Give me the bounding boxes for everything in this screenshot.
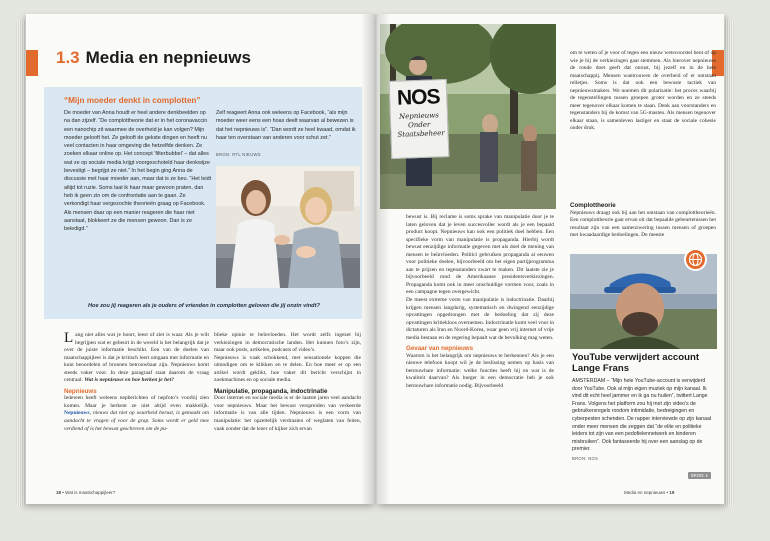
- nepnieuws-text-b: , nieuws dat niet op waarheid berust, is gemaakt om aandacht te vragen of voor de grap. Soms wordt er geld mee verdiend of is het bewust geschreven om de pu-: [64, 410, 209, 432]
- keyword-nepnieuws: Nepnieuws: [64, 410, 90, 417]
- sidebar-source-badge: BRON: 4: [688, 472, 711, 479]
- sidebar-body: AMSTERDAM – “Mijn hele YouTube-account is verwijderd door YouTube. Ook al mijn eigen muziek op mijn kanaal. Ik vind dit echt heel jammer en ik ga nu huilen”, twittert Lange Frans. Volgens het platform zou hij met zijn video’s de gebruikersregels rondom intimidatie, bedreigingen en cyberpesten schenden. De rapper interviewde op zijn kanaal onder meer mensen die zeggen dat “de elite en politieke leiders tot zijn van een pedofielennetwerk en kinderen misbruiken”. Ook fantaseerde hij over een aanslag op de premier.: [572, 378, 711, 453]
- right-column-main: [406, 214, 554, 484]
- case-text-column-1: De moeder van Anna houdt er heel andere denkbeelden op na dan zijzelf. “De complottheorie dat er in het coronavaccin een nanochip zit waarmee de overheid je kan volgen? Mijn moeder gelooft het. Ze gelooft de gekste dingen en heeft nu veel contacten in haar omgeving die hetzelfde denken. Ze zoeken elkaar online op. Het concept ‘filterbubbel’ – dat alles wat ze op sociale media krijgt voorgeschoteld haar denkwijze bevestigt – begrijpt ze niet.” In het begin ging Anna de discussie met haar moeder aan, maar dat is ze beu. “Het leidt altijd tot ruzie. Soms laat ik haar maar gewoon praten, dan heb ik geen zin om de confrontatie aan te gaan. Ze verkondigt haar vergezochte theorieën graag op Facebook. Als mensen daar op een manier reageren die haar niet aanstaat, blokkeert ze die mensen gewoon. Dan is ze beledigd.”: [64, 110, 212, 233]
- intro-text: ang niet alles wat je hoort, leest of ziet is waar. Als je wilt begrijpen wat er gebeurt in de wereld is het belangrijk dat je over de juiste informatie beschikt. Een van de doelen van maatschappijleer is dat je kritisch leert omgaan met informatie en kunt beoordelen of bronnen betrouwbaar zijn. Nepnieuws komt steeds vaker voor. In deze paragraaf staat daarom de vraag centraal:: [64, 332, 209, 384]
- left-footer: 18 • Wat is maatschappijleer?: [56, 490, 116, 495]
- subheading-nepnieuws: Nepnieuws: [64, 387, 97, 395]
- sidebar-title: YouTube verwijdert account Lange Frans: [572, 352, 700, 374]
- chapter-title-text: Media en nepnieuws: [85, 48, 251, 67]
- left-footer-section: Wat is maatschappijleer?: [65, 490, 116, 495]
- subheading-manipulatie: Manipulatie, propaganda, indoctrinatie: [214, 387, 328, 395]
- indoctrination-text: De meest extreme vorm van manipulatie is indoctrinatie. Daarbij krijgen mensen langdurig, systematisch en dwingend eenzijdige opvattingen opgedrongen met de bedoeling dat zij deze opvattingen kritiekloos overnemen. Indoctrinatie komt veel voor in dictaturen als Iran en Noord-Korea, waar geen vrij internet of vrije media bestaan en de regering bepaalt wat de bevolking mag weten.: [406, 297, 554, 341]
- sidebar-source: BRON: NOS: [572, 455, 599, 461]
- nos-protest-photo: [380, 24, 556, 209]
- mother-daughter-photo: [216, 166, 360, 288]
- right-page-number: 19: [669, 490, 675, 495]
- gevaar-text: Waarom is het belangrijk om nepnieuws te herkennen? Als je een nieuwe telefoon koopt wil je de beslissing nemen op basis van betrouwbare informatie: welke functies heeft hij en wat is de kwaliteit daarvan? Als burger in een democratie heb je ook betrouwbare informatie nodig. Bijvoorbeeld: [406, 352, 554, 390]
- nos-sign-title: NOS: [396, 85, 440, 110]
- case-text-column-2: Zelf reageert Anna ook weleens op Facebook, “als mijn moeder weer eens een hoax deelt waarvan al bewezen is dat het nepnieuws is”. “Dan wordt ze heel kwaad, omdat ik haar ten overstaan van anderen voor schut zet.”: [216, 110, 356, 141]
- chapter-tab-marker: [26, 50, 38, 76]
- body-column-1: [64, 332, 209, 492]
- intro-question: Wat is nepnieuws en hoe herken je het?: [84, 377, 174, 384]
- right-page: [376, 14, 724, 504]
- sidebar-text: [572, 378, 717, 472]
- column2-text-a: blieke opinie te beïnvloeden. Het wordt zelfs ingezet bij verkiezingen in democratische landen. Het kunnen foto’s zijn, maar ook posts, artikelen, podcasts of video’s.: [214, 332, 361, 354]
- photo-illustration: [216, 166, 360, 288]
- column2-text-b: Nepnieuws is vaak schokkend, met sensationele koppen die uitnodigen om te klikken en te delen. En hoe meer er op een artikel wordt geklikt, hoe vaker dit bericht verschijnt in zoekmachines en op sociale media.: [214, 354, 361, 384]
- right-footer-section: Media en nepnieuws: [624, 490, 666, 495]
- polarisation-text: om te weten of je voor of tegen een nieuw wetsvoorstel bent of op wie je bij de verkiezingen gaat stemmen. Als hierover nepnieuws de ronde doet geeft dat onrust, bij jezelf en in de hele maatschappij. Mensen wantrouwen de overheid of er ontstaan relletjes. Soms is dat ook een bewuste tactiek van nepnieuwsmakers. We noemen dit polarisatie: het proces waarbij de tegenstellingen tussen groepen groter worden en ze steeds meer tegenover elkaar komen te staan. Denk aan voorstanders en tegenstanders bij de komst van 5G-masten. Als mensen tegenover elkaar staan, is samenleven lastiger en staat de sociale cohesie onder druk.: [570, 50, 716, 132]
- subheading-complottheorie: Complottheorie: [570, 202, 616, 209]
- right-column-top: [570, 50, 716, 202]
- case-title: “Mijn moeder denkt in complotten”: [64, 96, 201, 105]
- case-source: BRON: RTL NIEUWS: [216, 152, 261, 157]
- chapter-number: 1.3: [56, 48, 80, 67]
- case-question: Hoe zou jij reageren als je ouders of vrienden in complotten geloven die jij onzin vindt?: [88, 303, 320, 309]
- chapter-title: [56, 48, 251, 68]
- left-page: [26, 14, 376, 504]
- right-footer: Media en nepnieuws • 19: [624, 490, 675, 495]
- nos-sign-subtitle: Nepnieuws Onder Staatsbeheer: [397, 111, 445, 139]
- propaganda-text: bewust is. Bij reclame is soms sprake van manipulatie door je te laten geloven dat je leven succesvoller wordt als je een bepaald product koopt. Nepnieuws kan ook een politiek doel hebben. Een specifieke vorm van manipulatie is propaganda. Hierbij wordt bewust eenzijdige informatie gegeven met als doel de mening van mensen te beïnvloeden. Politici gebruiken propaganda al eeuwen voor politieke doelen, bijvoorbeeld om het eigen partijprogramma aan te prijzen en tegenstanders zwart te maken. Dit laatste zie je bijvoorbeeld rond de Amerikaanse presidentsverkiezingen. Propaganda komt ook in meer onschuldige vormen voor, zoals in een campagne tegen overgewicht.: [406, 214, 554, 296]
- left-page-number: 18: [56, 490, 62, 495]
- subheading-gevaar: Gevaar van nepnieuws: [406, 345, 474, 353]
- nos-sign: [389, 79, 450, 159]
- manipulatie-text: Door internet en sociale media is er de laatste jaren veel aandacht voor nepnieuws. Maar het bewust verspreiden van verkeerde informatie is van alle tijden. Nepnieuws is een vorm van manipulatie: het opzettelijk verdraaien of weglaten van feiten, vaak zonder dat de lezer of kijker zich ervan: [214, 395, 361, 432]
- open-textbook: [26, 14, 724, 504]
- body-column-2: [214, 332, 361, 492]
- globe-glyph: [686, 250, 705, 269]
- nepnieuws-text-a: Iedereen heeft weleens nepberichten of nepfoto’s voorbij zien komen. Maar je herkent ze niet altijd even makkelijk.: [64, 395, 209, 409]
- news-sidebar: [570, 254, 717, 482]
- complot-text: Nepnieuws draagt ook bij aan het ontstaan van complottheorieën. Een complottheorie gaat ervan uit dat bepaalde gebeurtenissen het resultaat zijn van een samenzwering tussen mensen of groepen met kwaadaardige bedoelingen. De meeste: [570, 209, 716, 239]
- globe-icon: [684, 248, 707, 271]
- dropcap: L: [64, 332, 74, 346]
